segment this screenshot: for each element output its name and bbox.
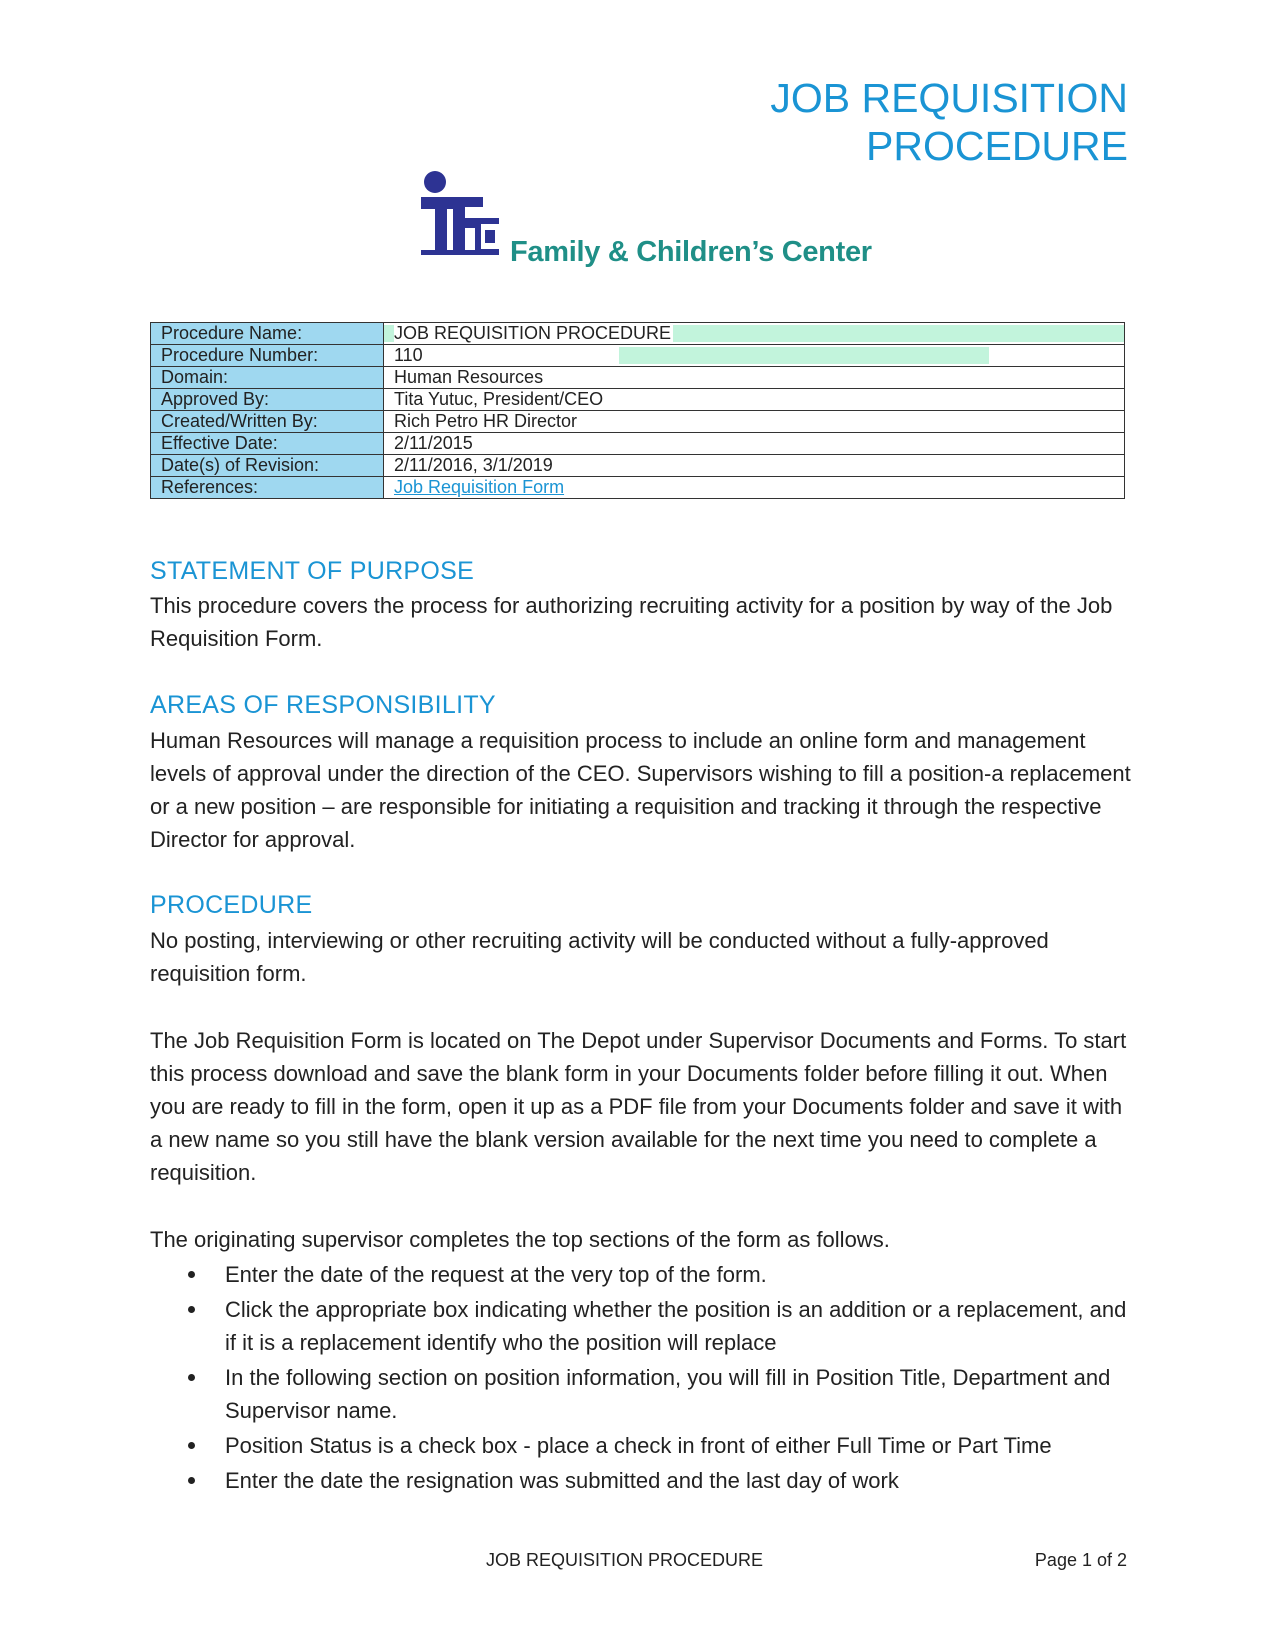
title-line-2: PROCEDURE (866, 123, 1128, 169)
table-row (151, 433, 1125, 455)
effective-date-value: 2/11/2015 (384, 433, 1125, 455)
list-item-text: In the following section on position information, you will fill in Position Title, Department and Supervisor name. (225, 1365, 1111, 1423)
table-row (151, 367, 1125, 389)
table-row (151, 345, 1125, 367)
revision-dates-value: 2/11/2016, 3/1/2019 (384, 455, 1125, 477)
references-label: References: (151, 477, 384, 499)
table-row (151, 477, 1125, 499)
procedure-text-3: The originating supervisor completes the top sections of the form as follows. (150, 1227, 890, 1252)
bullet-icon (188, 1306, 195, 1313)
bullet-icon (188, 1442, 195, 1449)
table-row (151, 389, 1125, 411)
procedure-number-label: Procedure Number: (151, 345, 384, 367)
organization-name: Family & Children’s Center (510, 236, 872, 268)
domain-label-text: Domain: (161, 367, 229, 387)
procedure-info-table (150, 322, 1125, 499)
fcc-logo-mark-icon (421, 170, 511, 280)
procedure-steps-list (150, 1258, 1135, 1499)
list-item (150, 1429, 1135, 1462)
procedure-number-text: 110 (394, 345, 423, 365)
list-item (150, 1361, 1135, 1427)
table-row (151, 323, 1125, 345)
responsibility-heading: AREAS OF RESPONSIBILITY (150, 691, 496, 719)
purpose-text: This procedure covers the process for authorizing recruiting activity for a position by way of the Job Requisition Form. (150, 593, 1113, 651)
list-item (150, 1293, 1135, 1359)
responsibility-text: Human Resources will manage a requisition process to include an online form and management levels of approval under the direction of the CEO. Supervisors wishing to fill a position-a replacement or a new position – are responsible for initiating a requisition and tracking it through the respective Director for approval. (150, 728, 1131, 852)
bullet-icon (188, 1374, 195, 1381)
title-line-1: JOB REQUISITION (770, 75, 1128, 121)
list-item (150, 1258, 1135, 1291)
procedure-name-label: Procedure Name: (151, 323, 384, 345)
footer-document-title: JOB REQUISITION PROCEDURE (486, 1550, 764, 1570)
bullet-icon (188, 1271, 195, 1278)
table-row (151, 411, 1125, 433)
list-item-text: Enter the date the resignation was submitted and the last day of work (225, 1468, 899, 1493)
list-item-text: Enter the date of the request at the very top of the form. (225, 1262, 767, 1287)
approved-by-value: Tita Yutuc, President/CEO (384, 389, 1125, 411)
effective-date-label: Effective Date: (151, 433, 384, 455)
procedure-name-text: JOB REQUISITION PROCEDURE (394, 323, 672, 343)
created-by-value: Rich Petro HR Director (384, 411, 1125, 433)
job-requisition-form-link[interactable]: Job Requisition Form (394, 477, 565, 497)
footer-page-number: Page 1 of 2 (1034, 1550, 1127, 1570)
references-value (384, 477, 1125, 499)
purpose-heading: STATEMENT OF PURPOSE (150, 557, 475, 585)
procedure-text-1: No posting, interviewing or other recruiting activity will be conducted without a fully-approved requisition form. (150, 928, 1049, 986)
table-row (151, 455, 1125, 477)
bullet-icon (188, 1477, 195, 1484)
list-item-text: Position Status is a check box - place a check in front of either Full Time or Part Time (225, 1433, 1052, 1458)
procedure-heading: PROCEDURE (150, 891, 313, 919)
list-item (150, 1464, 1135, 1497)
approved-by-label: Approved By: (151, 389, 384, 411)
highlight (619, 347, 989, 364)
domain-label (151, 367, 384, 389)
created-by-label: Created/Written By: (151, 411, 384, 433)
revision-dates-label: Date(s) of Revision: (151, 455, 384, 477)
domain-value: Human Resources (384, 367, 1125, 389)
organization-logo (421, 170, 872, 280)
procedure-name-value (384, 323, 1125, 345)
list-item-text: Click the appropriate box indicating whether the position is an addition or a replacement, and if it is a replacement identify who the position will replace (225, 1297, 1127, 1355)
procedure-text-2: The Job Requisition Form is located on The Depot under Supervisor Documents and Forms. To start this process download and save the blank form in your Documents folder before filling it out. When you are ready to fill in the form, open it up as a PDF file from your Documents folder and save it with a new name so you still have the blank version available for the next time you need to complete a requisition. (150, 1028, 1127, 1185)
document-title (770, 74, 1128, 170)
procedure-number-value (384, 345, 1125, 367)
